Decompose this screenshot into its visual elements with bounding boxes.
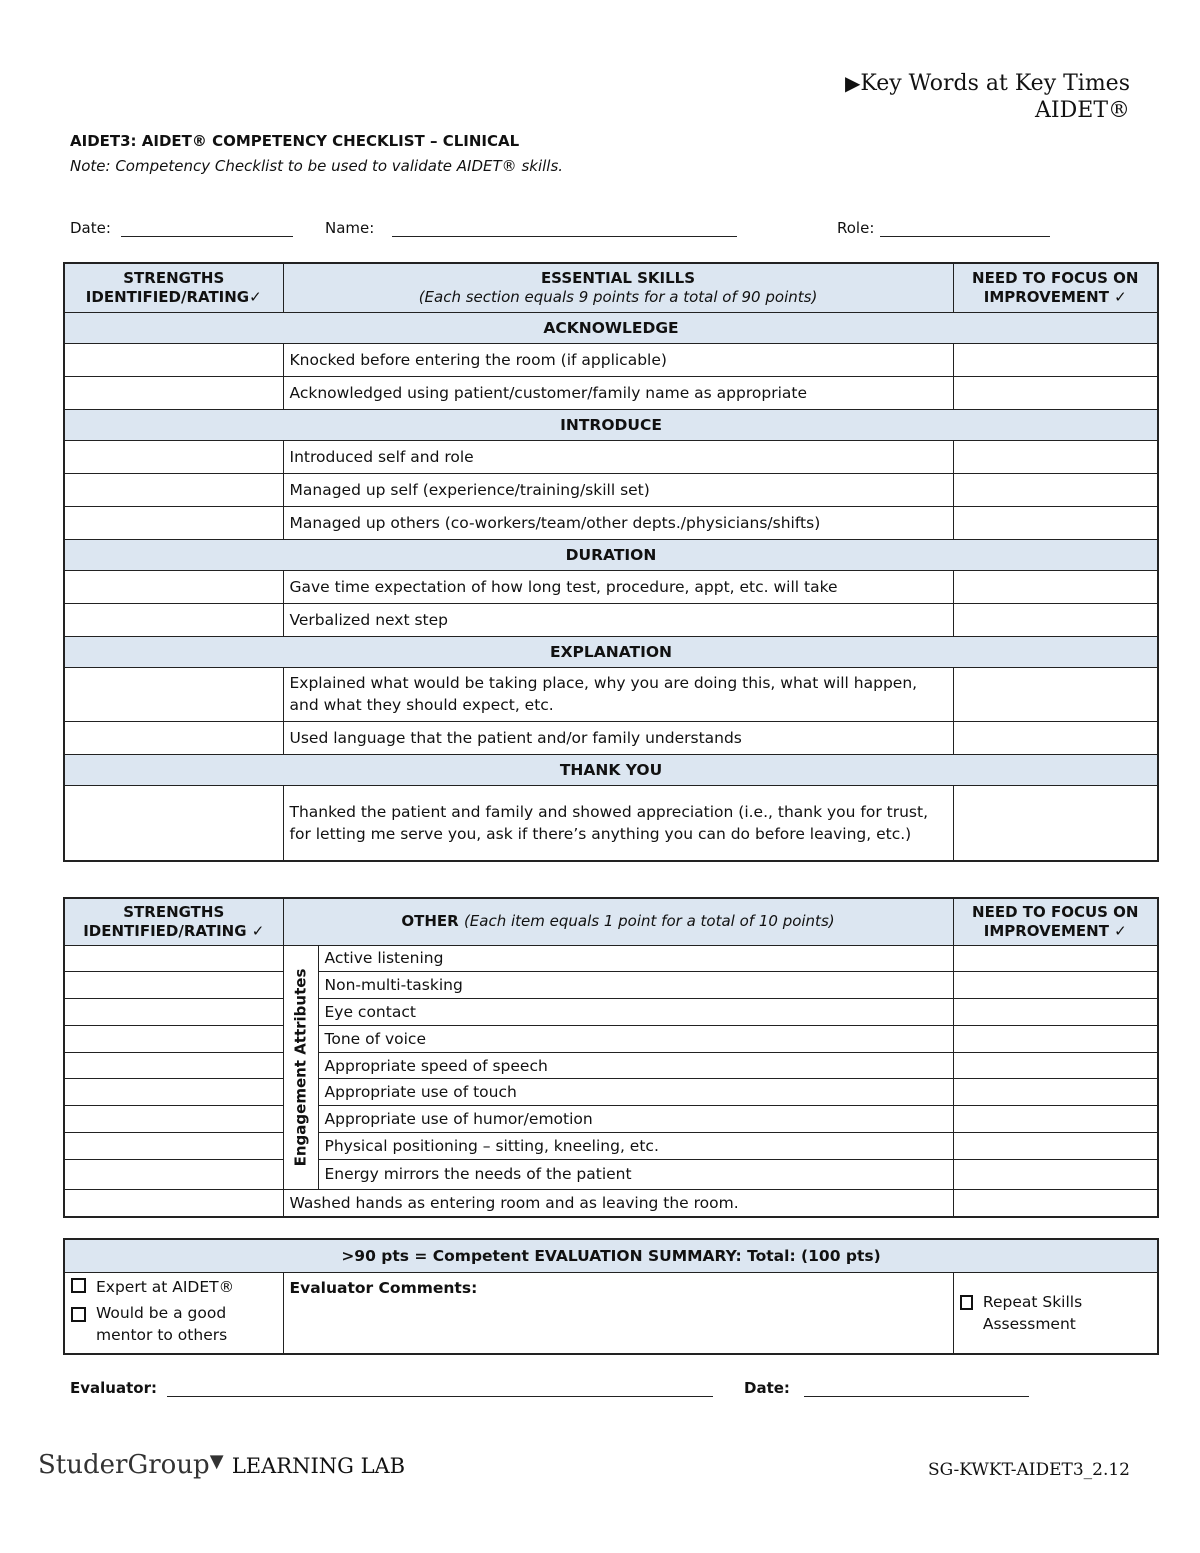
strengths-header: STRENGTHS IDENTIFIED/RATING ✓ [64,898,283,945]
name-blank[interactable] [392,218,737,237]
attribute-item: Active listening [318,945,953,972]
strength-cell[interactable] [64,972,283,999]
strength-cell[interactable] [64,1133,283,1160]
checkbox-icon[interactable] [71,1278,86,1293]
play-arrow-icon: ▶ [844,71,861,95]
strength-cell[interactable] [64,506,283,539]
strength-cell[interactable] [64,1052,283,1079]
date-field[interactable] [70,218,293,237]
name-label: Name: [325,219,375,237]
name-field[interactable] [325,218,737,237]
other-title: OTHER [401,912,459,931]
expert-checkbox[interactable] [64,1272,283,1302]
strength-cell[interactable] [64,785,283,861]
evaluator-label: Evaluator: [70,1379,157,1397]
skill-item: Managed up self (experience/training/skill set) [283,473,953,506]
strength-cell[interactable] [64,721,283,754]
document-note: Note: Competency Checklist to be used to validate AIDET® skills. [70,157,564,175]
improvement-cell[interactable] [953,1052,1158,1079]
evaluation-date-blank[interactable] [804,1378,1029,1397]
attribute-item: Appropriate speed of speech [318,1052,953,1079]
improvement-cell[interactable] [953,1079,1158,1106]
expert-label: Expert at AIDET® [96,1278,235,1297]
mentor-checkbox[interactable] [64,1302,283,1354]
logo-mark-icon: ▼ [209,1451,224,1472]
strength-cell[interactable] [64,1079,283,1106]
essential-skills-title: ESSENTIAL SKILLS [540,268,696,287]
improvement-cell[interactable] [953,506,1158,539]
attribute-item: Appropriate use of humor/emotion [318,1106,953,1133]
evaluator-comments-label: Evaluator Comments: [289,1278,478,1297]
strength-cell[interactable] [64,945,283,972]
checkbox-icon[interactable] [71,1307,86,1322]
strength-cell[interactable] [64,570,283,603]
improvement-cell[interactable] [953,945,1158,972]
essential-skills-table [63,262,1159,862]
evaluator-comments[interactable] [283,1272,953,1354]
section-duration: DURATION [64,539,1158,570]
strength-cell[interactable] [64,343,283,376]
skill-item: Explained what would be taking place, why you are doing this, what will happen, and what they should expect, etc. [283,667,953,721]
strength-cell[interactable] [64,1106,283,1133]
skill-item: Introduced self and role [283,440,953,473]
improvement-header: NEED TO FOCUS ON IMPROVEMENT ✓ [953,263,1158,312]
role-label: Role: [837,219,875,237]
evaluation-date-field[interactable] [744,1378,1029,1397]
evaluation-date-label: Date: [744,1379,790,1397]
role-field[interactable] [837,218,1050,237]
strength-cell[interactable] [64,667,283,721]
repeat-assessment-label: Repeat Skills Assessment [982,1292,1083,1333]
section-thank-you: THANK YOU [64,754,1158,785]
evaluation-summary-header: >90 pts = Competent EVALUATION SUMMARY: Total: (100 pts) [64,1239,1158,1272]
document-title: AIDET3: AIDET® COMPETENCY CHECKLIST – CLINICAL [70,132,520,150]
role-blank[interactable] [880,218,1050,237]
other-skills-table [63,897,1159,1218]
improvement-cell[interactable] [953,785,1158,861]
logo-wordmark: StuderGroup [38,1450,210,1480]
improvement-cell[interactable] [953,570,1158,603]
strength-cell[interactable] [64,376,283,409]
improvement-cell[interactable] [953,1025,1158,1052]
skill-item: Managed up others (co-workers/team/other depts./physicians/shifts) [283,506,953,539]
other-header [283,898,953,945]
repeat-assessment-checkbox[interactable] [953,1272,1158,1354]
checkbox-icon[interactable] [960,1295,973,1310]
improvement-cell[interactable] [953,1189,1158,1217]
improvement-cell[interactable] [953,343,1158,376]
learning-lab-label: LEARNING LAB [231,1454,406,1478]
attribute-item: Physical positioning – sitting, kneeling, etc. [318,1133,953,1160]
skill-item: Thanked the patient and family and showed appreciation (i.e., thank you for trust, for letting me serve you, ask if there’s anything you can do before leaving, etc.) [283,785,953,861]
engagement-attributes-label: Engagement Attributes [283,945,318,1189]
attribute-item: Non-multi-tasking [318,972,953,999]
improvement-header: NEED TO FOCUS ON IMPROVEMENT ✓ [953,898,1158,945]
skill-item: Knocked before entering the room (if applicable) [283,343,953,376]
studer-group-logo [38,1450,405,1480]
attribute-item: Tone of voice [318,1025,953,1052]
improvement-cell[interactable] [953,440,1158,473]
evaluation-summary-table [63,1238,1159,1355]
attribute-item: Appropriate use of touch [318,1079,953,1106]
section-explanation: EXPLANATION [64,636,1158,667]
skill-item: Verbalized next step [283,603,953,636]
strength-cell[interactable] [64,1025,283,1052]
essential-skills-header [283,263,953,312]
attribute-item: Washed hands as entering room and as leaving the room. [283,1189,953,1217]
strength-cell[interactable] [64,603,283,636]
improvement-cell[interactable] [953,667,1158,721]
section-introduce: INTRODUCE [64,409,1158,440]
strength-cell[interactable] [64,473,283,506]
series-subtitle: AIDET® [1035,98,1130,123]
improvement-cell[interactable] [953,603,1158,636]
date-blank[interactable] [121,218,293,237]
attribute-item: Energy mirrors the needs of the patient [318,1159,953,1189]
strength-cell[interactable] [64,999,283,1026]
essential-skills-subtitle: (Each section equals 9 points for a total of 90 points) [418,287,818,306]
date-label: Date: [70,219,111,237]
improvement-cell[interactable] [953,721,1158,754]
improvement-cell[interactable] [953,999,1158,1026]
evaluator-signature-field[interactable] [70,1378,713,1397]
improvement-cell[interactable] [953,1159,1158,1189]
series-title: Key Words at Key Times [860,71,1130,96]
strength-cell[interactable] [64,1189,283,1217]
mentor-label: Would be a good mentor to others [96,1304,228,1344]
improvement-cell[interactable] [953,376,1158,409]
section-acknowledge: ACKNOWLEDGE [64,312,1158,343]
other-subtitle: (Each item equals 1 point for a total of 10 points) [463,912,835,931]
improvement-cell[interactable] [953,1106,1158,1133]
skill-item: Acknowledged using patient/customer/family name as appropriate [283,376,953,409]
strengths-header: STRENGTHS IDENTIFIED/RATING✓ [64,263,283,312]
strength-cell[interactable] [64,1159,283,1189]
evaluator-blank[interactable] [167,1378,713,1397]
improvement-cell[interactable] [953,972,1158,999]
document-code: SG-KWKT-AIDET3_2.12 [928,1460,1130,1480]
skill-item: Used language that the patient and/or family understands [283,721,953,754]
attribute-item: Eye contact [318,999,953,1026]
improvement-cell[interactable] [953,1133,1158,1160]
document-series-heading [845,70,1130,124]
skill-item: Gave time expectation of how long test, procedure, appt, etc. will take [283,570,953,603]
strength-cell[interactable] [64,440,283,473]
improvement-cell[interactable] [953,473,1158,506]
